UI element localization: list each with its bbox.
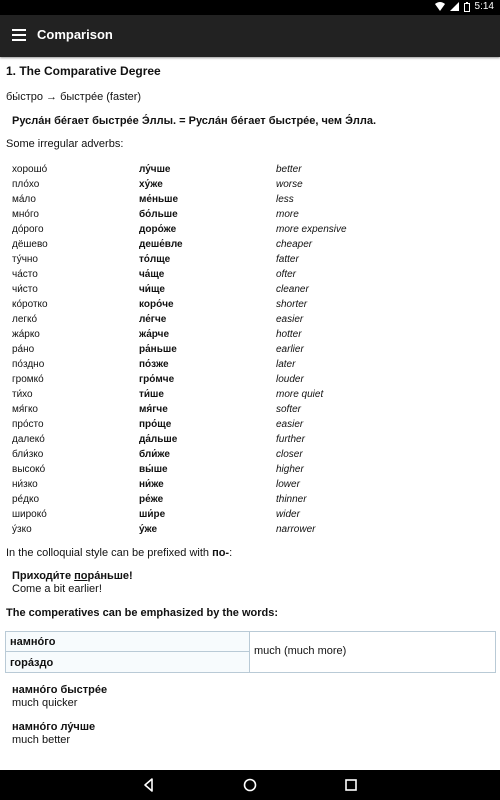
adverb-comparative: вы́ше [139, 464, 168, 475]
status-time: 5:14 [474, 1, 494, 12]
adverb-positive: широко́ [12, 509, 47, 520]
adverb-positive: ра́но [12, 344, 35, 355]
menu-icon[interactable] [12, 29, 26, 41]
adverb-comparative: да́льше [139, 434, 178, 445]
adverb-positive: по́здно [12, 359, 45, 370]
adverb-positive: ни́зко [12, 479, 38, 490]
adverb-comparative: мя́гче [139, 404, 168, 415]
battery-icon [464, 2, 470, 12]
adverb-comparative: ме́ньше [139, 194, 179, 205]
adverb-translation: closer [276, 449, 303, 460]
adverb-translation: shorter [276, 299, 308, 310]
adverb-row [12, 372, 347, 387]
adverb-translation: hotter [276, 329, 302, 340]
adverb-row [12, 207, 347, 222]
adverb-row [12, 267, 347, 282]
adverb-translation: earlier [276, 344, 304, 355]
adverb-row [12, 192, 347, 207]
adverb-row [12, 327, 347, 342]
adverb-comparative: жа́рче [139, 329, 169, 340]
signal-icon [450, 2, 459, 11]
adverb-translation: further [276, 434, 305, 445]
wifi-icon [435, 2, 445, 11]
adverb-translation: fatter [276, 254, 299, 265]
adverb-comparative: ху́же [139, 179, 163, 190]
adverb-row [12, 282, 347, 297]
adverb-translation: better [276, 164, 302, 175]
adverb-row [12, 522, 347, 537]
adverb-positive: у́зко [12, 524, 32, 535]
adverb-positive: высоко́ [12, 464, 46, 475]
adverb-positive: дёшево [12, 239, 48, 250]
adverb-translation: more [276, 209, 299, 220]
adverb-positive: ре́дко [12, 494, 40, 505]
adverb-row [12, 462, 347, 477]
adverb-positive: легко́ [12, 314, 38, 325]
adverb-positive: жа́рко [12, 329, 40, 340]
emphasis-word: гора́здо [10, 657, 54, 669]
adverb-positive: мно́го [12, 209, 39, 220]
adverb-comparative: ти́ше [139, 389, 164, 400]
adverb-comparative: ни́же [139, 479, 164, 490]
recents-icon[interactable] [343, 777, 359, 793]
adverb-comparative: чи́ще [139, 284, 165, 295]
adverb-row [12, 402, 347, 417]
adverb-comparative: бли́же [139, 449, 170, 460]
emphasis-table [5, 631, 496, 673]
adverb-translation: lower [276, 479, 300, 490]
adverb-row [12, 297, 347, 312]
adverb-comparative: про́ще [139, 419, 172, 430]
adverb-positive: мя́гко [12, 404, 38, 415]
adverb-comparative: у́же [139, 524, 158, 535]
adverb-translation: softer [276, 404, 302, 415]
adverb-positive: пло́хо [12, 179, 40, 190]
emphasis-word: намно́го [10, 636, 56, 648]
adverb-positive: ти́хо [12, 389, 33, 400]
adverb-comparative: по́зже [139, 359, 169, 370]
app-bar [0, 15, 500, 57]
adverb-comparative: то́лще [139, 254, 171, 265]
adverb-translation: ofter [276, 269, 297, 280]
emphasis-meaning-cell [250, 632, 495, 672]
adverb-comparative: ча́ще [139, 269, 165, 280]
adverb-row [12, 312, 347, 327]
adverb-row [12, 417, 347, 432]
adverb-comparative: ши́ре [139, 509, 166, 520]
adverb-row [12, 162, 347, 177]
adverb-comparative: бо́льше [139, 209, 178, 220]
colloquial-translation: Come a bit earlier! [12, 583, 102, 595]
adverb-row [12, 447, 347, 462]
irregular-adverbs-table [12, 162, 347, 537]
adverb-translation: thinner [276, 494, 307, 505]
navigation-bar [0, 770, 500, 800]
adverb-translation: louder [276, 374, 304, 385]
adverb-translation: wider [276, 509, 300, 520]
emphasis-word-cell [6, 652, 250, 672]
adverb-row [12, 507, 347, 522]
adverb-positive: хорошо́ [12, 164, 48, 175]
adverb-comparative: ле́гче [139, 314, 167, 325]
emphasis-example-ru: намно́го лу́чше [12, 721, 96, 733]
adverb-comparative: коро́че [139, 299, 174, 310]
adverb-positive: громко́ [12, 374, 44, 385]
adverb-positive: ча́сто [12, 269, 38, 280]
adverb-translation: later [276, 359, 296, 370]
adverb-row [12, 222, 347, 237]
adverb-comparative: деше́вле [139, 239, 183, 250]
adverb-row [12, 492, 347, 507]
adverb-translation: higher [276, 464, 304, 475]
section-heading: 1. The Comparative Degree [6, 64, 161, 78]
adverb-positive: чи́сто [12, 284, 38, 295]
adverb-row [12, 357, 347, 372]
adverb-positive: ма́ло [12, 194, 36, 205]
example-sentence: Русла́н бе́гает быстре́е Э́ллы. = Русла́н бе́гает быстре́е, чем Э́лла. [12, 115, 377, 127]
adverb-comparative: ре́же [139, 494, 164, 505]
adverb-row [12, 237, 347, 252]
emphasis-word-cell [6, 632, 250, 652]
adverb-row [12, 387, 347, 402]
example-line: бы́стро → быстре́е (faster) [6, 91, 142, 103]
adverb-translation: cheaper [276, 239, 313, 250]
adverb-translation: cleaner [276, 284, 309, 295]
emphasis-example-en: much better [12, 734, 71, 746]
back-icon[interactable] [141, 777, 157, 793]
adverb-row [12, 342, 347, 357]
adverb-comparative: гро́мче [139, 374, 175, 385]
adverb-translation: easier [276, 314, 304, 325]
adverb-comparative: ра́ньше [139, 344, 177, 355]
adverb-row [12, 177, 347, 192]
adverb-positive: ко́ротко [12, 299, 48, 310]
adverb-row [12, 432, 347, 447]
adverb-positive: до́рого [12, 224, 44, 235]
adverb-translation: more expensive [276, 224, 347, 235]
adverb-positive: ту́чно [12, 254, 38, 265]
emphasis-meaning: much (much more) [254, 645, 347, 657]
colloquial-note: In the colloquial style can be prefixed with по-: [6, 547, 233, 559]
home-icon[interactable] [242, 777, 258, 793]
emphasis-example-ru: намно́го быстре́е [12, 684, 108, 696]
app-title: Comparison [37, 27, 113, 42]
adverb-comparative: доро́же [139, 224, 177, 235]
adverb-row [12, 477, 347, 492]
adverb-comparative: лу́чше [139, 164, 171, 175]
emphasis-example-en: much quicker [12, 697, 78, 709]
adverb-translation: less [276, 194, 294, 205]
adverb-positive: далеко́ [12, 434, 45, 445]
emphasis-heading: The comperatives can be emphasized by the words: [6, 607, 279, 619]
irregular-intro: Some irregular adverbs: [6, 138, 124, 150]
adverb-row [12, 252, 347, 267]
lesson-content [0, 57, 500, 770]
adverb-translation: more quiet [276, 389, 324, 400]
adverb-translation: narrower [276, 524, 316, 535]
adverb-positive: бли́зко [12, 449, 44, 460]
adverb-translation: easier [276, 419, 304, 430]
adverb-positive: про́сто [12, 419, 44, 430]
status-bar [0, 0, 500, 15]
colloquial-example: Приходи́те пора́ньше! [12, 570, 133, 582]
adverb-translation: worse [276, 179, 303, 190]
